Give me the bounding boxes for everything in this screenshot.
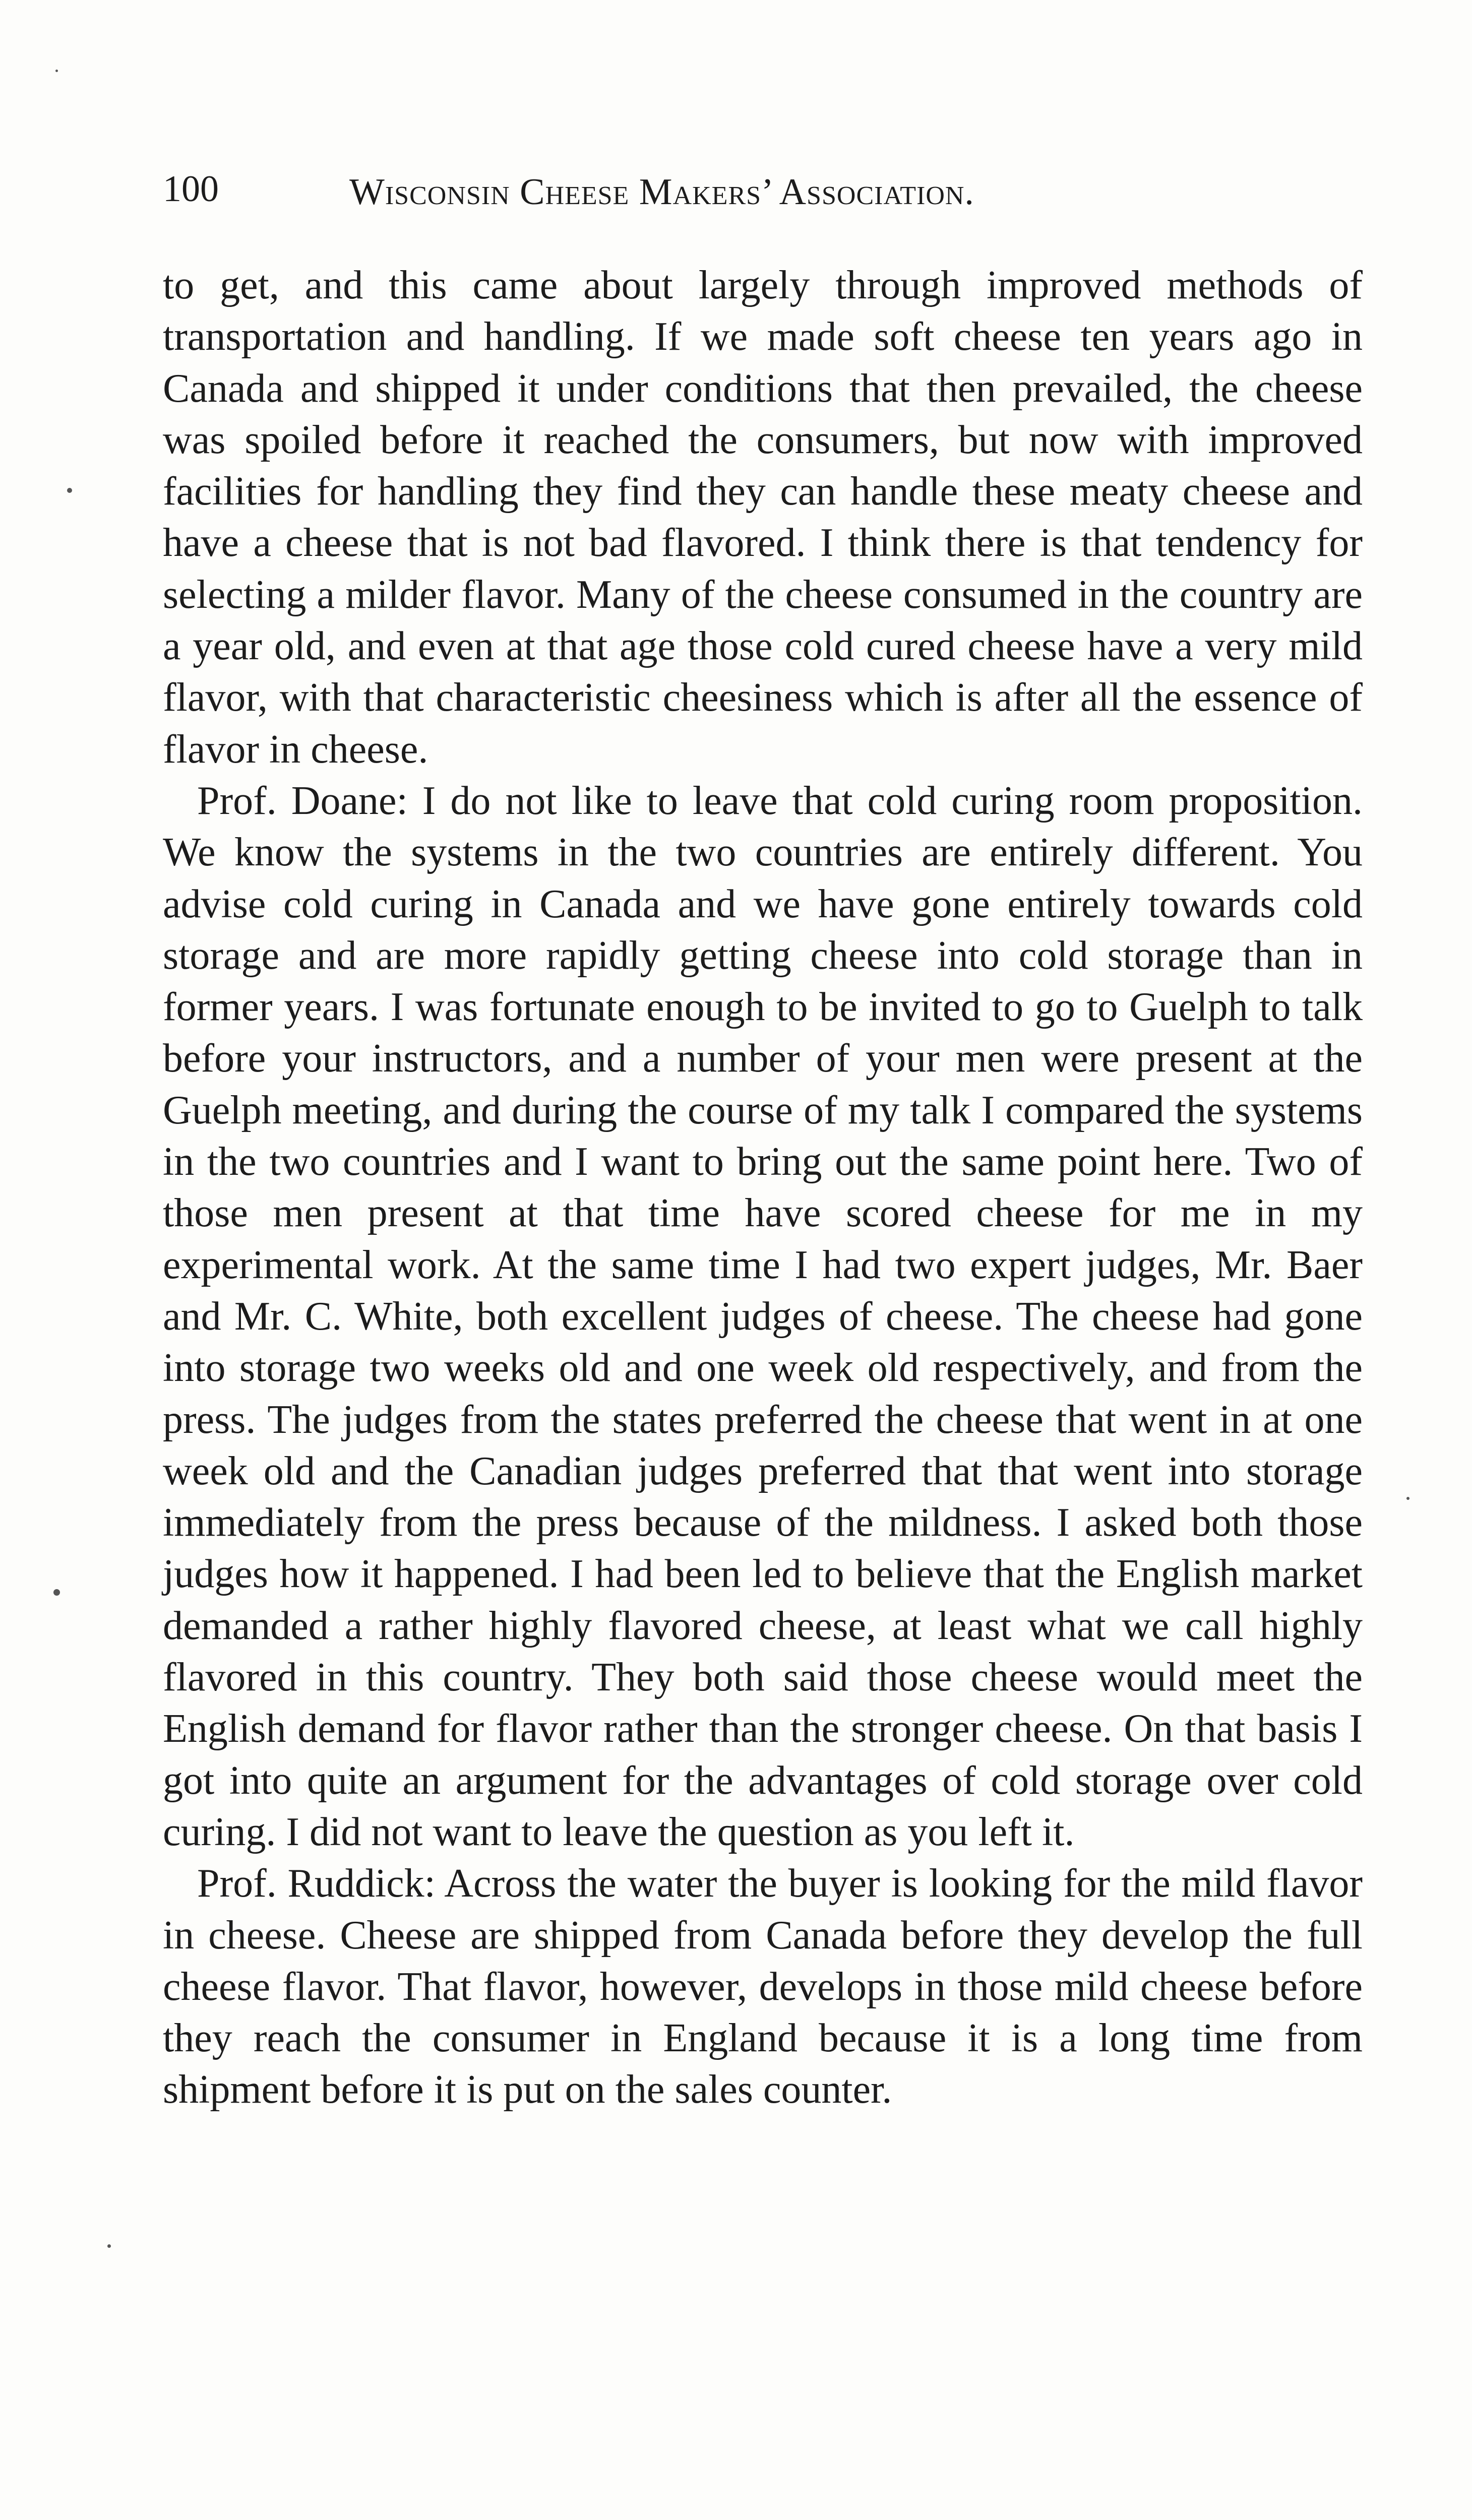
page-number: 100 bbox=[163, 168, 219, 210]
running-title: Wisconsin Cheese Makers’ Association. bbox=[349, 171, 974, 213]
scan-speck bbox=[55, 70, 58, 72]
paragraph-continuation: to get, and this came about largely through improved methods of transportation and handling. If we made soft cheese ten years ago in Canada and shipped it under conditions that then prevailed, the cheese was spoiled before it reached the consumers, but now with improved facilities for handling they find they can handle these meaty cheese and have a cheese that is not bad flavored. I think there is that tendency for selecting a milder flavor. Many of the cheese consumed in the country are a year old, and even at that age those cold cured cheese have a very mild flavor, with that characteristic cheesiness which is after all the essence of flavor in cheese. bbox=[163, 263, 1363, 772]
scan-speck bbox=[1406, 1497, 1409, 1500]
scan-speck bbox=[107, 2244, 111, 2248]
paragraph-prof-ruddick: Prof. Ruddick: Across the water the buyer is looking for the mild flavor in cheese. Cheese are shipped from Canada before they develop the full cheese flavor. That flavor, however, develops in those mild cheese before they reach the consumer in England because it is a long time from shipment before it is put on the sales counter. bbox=[163, 1861, 1363, 2112]
scan-speck bbox=[53, 1589, 60, 1596]
body-text bbox=[163, 260, 1363, 2116]
running-head bbox=[163, 161, 1363, 217]
paragraph-prof-doane: Prof. Doane: I do not like to leave that cold curing room proposition. We know the systems in the two countries are entirely different. You advise cold curing in Canada and we have gone entirely towards cold storage and are more rapidly getting cheese into cold storage than in former years. I was fortunate enough to be invited to go to Guelph to talk before your instructors, and a number of your men were present at the Guelph meeting, and during the course of my talk I compared the systems in the two countries and I want to bring out the same point here. Two of those men present at that time have scored cheese for me in my experimental work. At the same time I had two expert judges, Mr. Baer and Mr. C. White, both excellent judges of cheese. The cheese had gone into storage two weeks old and one week old respectively, and from the press. The judges from the states preferred the cheese that went in at one week old and the Canadian judges preferred that that went into storage immediately from the press because of the mildness. I asked both those judges how it happened. I had been led to believe that the English market demanded a rather highly flavored cheese, at least what we call highly flavored in this country. They both said those cheese would meet the English demand for flavor rather than the stronger cheese. On that basis I got into quite an argument for the advantages of cold storage over cold curing. I did not want to leave the question as you left it. bbox=[163, 778, 1363, 1854]
scan-speck bbox=[67, 488, 72, 493]
